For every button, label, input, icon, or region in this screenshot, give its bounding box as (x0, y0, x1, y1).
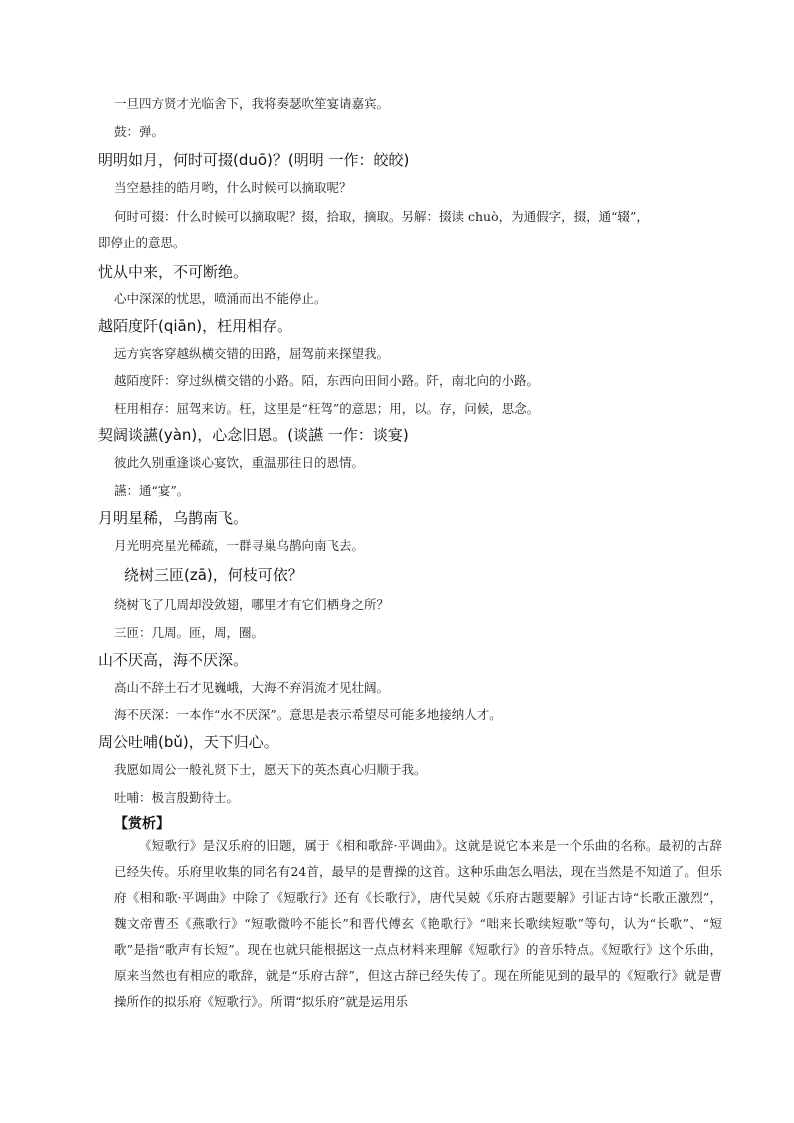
translation-line: 彼此久别重逢谈心宴饮，重温那往日的恩情。 (114, 455, 365, 470)
verse-line: 月明星稀，乌鹊南飞。 (98, 509, 249, 527)
verse-line: 忧从中来，不可断绝。 (98, 263, 249, 281)
note-line: 讌：通“宴”。 (114, 483, 190, 498)
note-line: 枉用相存：屈驾来访。枉，这里是“枉驾”的意思；用，以。存，问候，思念。 (114, 401, 540, 416)
verse-line: 周公吐哺(bǔ)，天下归心。 (98, 733, 279, 751)
verse-line: 绕树三匝(zā)，何枝可依？ (124, 566, 303, 584)
translation-line: 绕树飞了几周却没敛翅，哪里才有它们栖身之所？ (114, 597, 390, 612)
verse-line: 越陌度阡(qiān)，枉用相存。 (98, 317, 293, 335)
analysis-paragraph: 《短歌行》是汉乐府的旧题，属于《相和歌辞·平调曲》。这就是说它本来是一个乐曲的名称。最初的古辞已经失传。乐府里收集的同名有24首，最早的是曹操的这首。这种乐曲怎么唱法，现在当然是不知道了。但乐府《相和歌·平调曲》中除了《短歌行》还有《长歌行》，唐代吴兢《乐府古题要解》引证古诗“长歌正激烈”，魏文帝曹丕《燕歌行》“短歌微吟不能长”和晋代傅玄《艳歌行》“咄来长歌续短歌”等句，认为“长歌”、“短歌”是指“歌声有长短”。现在也就只能根据这一点点材料来理解《短歌行》的音乐特点。《短歌行》这个乐曲，原来当然也有相应的歌辞，就是“乐府古辞”，但这古辞已经失传了。现在所能见到的最早的《短歌行》就是曹操所作的拟乐府《短歌行》。所谓“拟乐府”就是运用乐 (114, 838, 722, 1009)
verse-line: 山不厌高，海不厌深。 (98, 651, 249, 669)
note-line: 三匝：几周。匝，周，圈。 (114, 625, 265, 640)
note-line: 何时可掇：什么时候可以摘取呢？掇，拾取，摘取。另解：掇读 chuò，为通假字，掇，通“辍”， (114, 209, 649, 224)
translation-line: 月光明亮星光稀疏，一群寻巢乌鹊向南飞去。 (114, 538, 365, 553)
translation-line: 高山不辞土石才见巍峨，大海不弃涓流才见壮阔。 (114, 680, 390, 695)
note-line: 海不厌深：一本作“水不厌深”。意思是表示希望尽可能多地接纳人才。 (114, 707, 502, 722)
section-title: 【赏析】 (114, 816, 170, 832)
translation-line: 远方宾客穿越纵横交错的田路，屈驾前来探望我。 (114, 346, 390, 361)
translation-line: 一旦四方贤才光临舍下，我将奏瑟吹笙宴请嘉宾。 (114, 96, 390, 111)
note-line: 越陌度阡：穿过纵横交错的小路。陌，东西向田间小路。阡，南北向的小路。 (114, 373, 540, 388)
translation-line: 我愿如周公一般礼贤下士，愿天下的英杰真心归顺于我。 (114, 762, 427, 777)
translation-line: 当空悬挂的皓月哟，什么时候可以摘取呢？ (114, 180, 352, 195)
note-line: 吐哺：极言殷勤待士。 (114, 790, 240, 805)
verse-line: 契阔谈讌(yàn)，心念旧恩。(谈讌 一作：谈宴) (98, 426, 409, 444)
verse-line: 明明如月，何时可掇(duō)？(明明 一作：皎皎) (98, 151, 410, 169)
translation-line: 心中深深的忧思，喷涌而出不能停止。 (114, 291, 327, 306)
note-line-cont: 即停止的意思。 (98, 235, 186, 250)
note-line: 鼓：弹。 (114, 124, 165, 139)
